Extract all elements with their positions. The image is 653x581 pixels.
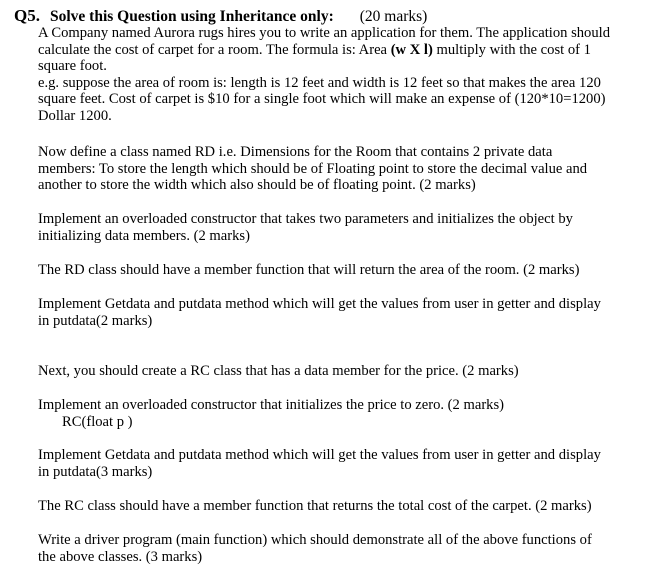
text-line: in putdata(3 marks) — [38, 463, 153, 480]
text-line: members: To store the length which should be of Floating point to store the decimal value and — [38, 160, 588, 177]
rc-constructor-paragraph — [38, 397, 638, 430]
intro-paragraph — [38, 25, 638, 124]
text-line: initializing data members. (2 marks) — [38, 227, 250, 244]
formula-text: (w X l) — [390, 41, 433, 58]
text-line: Dollar 1200. — [38, 107, 112, 124]
text-line: another to store the width which also should be of floating point. (2 marks) — [38, 177, 476, 193]
text-line: The RD class should have a member function that will return the area of the room. (2 marks) — [38, 262, 580, 278]
question-number: Q5. — [14, 6, 40, 25]
driver-paragraph — [38, 532, 638, 565]
text-line: The RC class should have a member function that returns the total cost of the carpet. (2 marks) — [38, 498, 592, 514]
text-line: Implement an overloaded constructor that initializes the price to zero. (2 marks) — [38, 397, 505, 413]
text-line: square feet. Cost of carpet is $10 for a single foot which will make an expense of (120*10=1200) — [38, 91, 606, 107]
text-line: Now define a class named RD i.e. Dimensions for the Room that contains 2 private data — [38, 144, 553, 160]
rc-getput-paragraph — [38, 447, 638, 480]
text-line: Implement Getdata and putdata method which will get the values from user in getter and display — [38, 296, 601, 312]
text-line: square foot. — [38, 58, 107, 74]
constructor-signature: RC(float p ) — [62, 413, 133, 430]
text-line: the above classes. (3 marks) — [38, 548, 203, 565]
rc-class-paragraph — [38, 363, 638, 380]
text-line: Implement an overloaded constructor that takes two parameters and initializes the object by — [38, 211, 573, 227]
rc-total-paragraph — [38, 498, 638, 515]
question-header — [14, 7, 427, 26]
rd-class-paragraph — [38, 144, 638, 194]
text-line: e.g. suppose the area of room is: length is 12 feet and width is 12 feet so that makes the area 120 — [38, 74, 601, 91]
rd-getput-paragraph — [38, 296, 638, 329]
question-marks: (20 marks) — [359, 8, 428, 25]
text-line: Implement Getdata and putdata method which will get the values from user in getter and display — [38, 447, 601, 463]
rd-constructor-paragraph — [38, 211, 638, 244]
text-line: Write a driver program (main function) which should demonstrate all of the above functions of — [38, 532, 592, 548]
text-line: A Company named Aurora rugs hires you to write an application for them. The application should — [38, 25, 611, 41]
rd-area-paragraph — [38, 262, 638, 279]
text-line: Next, you should create a RC class that has a data member for the price. (2 marks) — [38, 363, 519, 379]
text-line: in putdata(2 marks) — [38, 312, 153, 329]
question-title: Solve this Question using Inheritance only: — [49, 8, 334, 25]
text-line: calculate the cost of carpet for a room. The formula is: Area (w X l) multiply with the cost of 1 — [38, 41, 591, 58]
